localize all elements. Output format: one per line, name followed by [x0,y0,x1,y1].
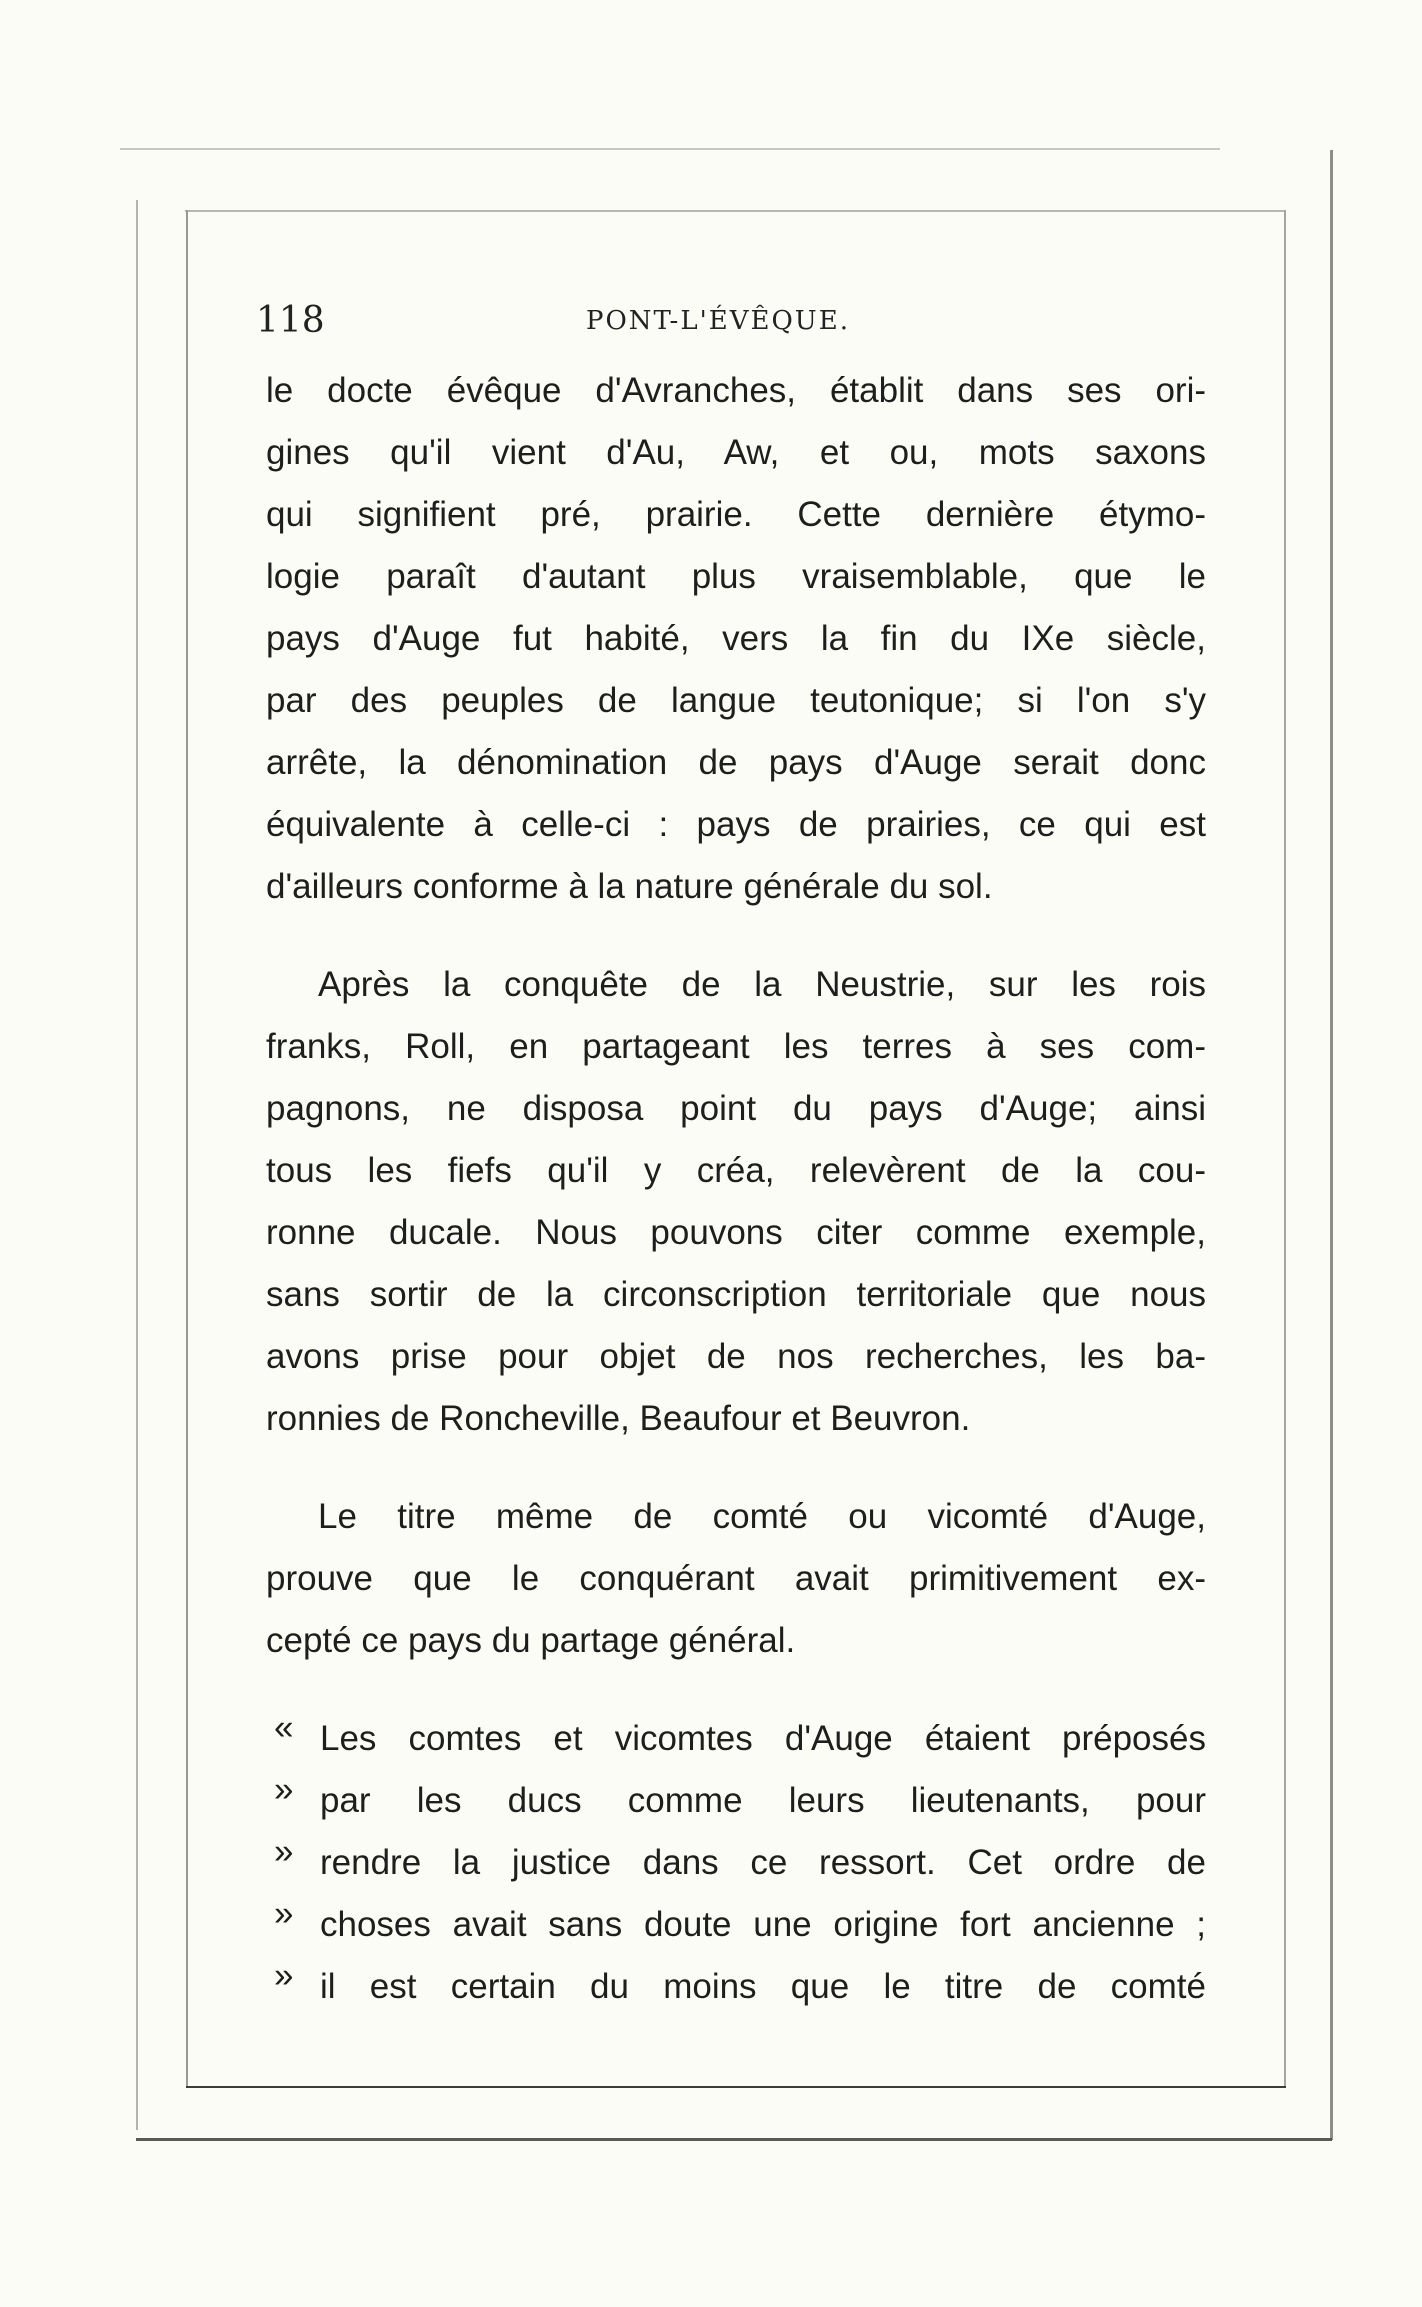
text-line: cepté ce pays du partage général. [266,1621,796,1660]
page-rule-bottom [136,2138,1332,2141]
text-line: Après la conquête de la Neustrie, sur les rois [318,965,1206,1004]
quote-mark: « [274,1708,294,1747]
text-line: logie paraît d'autant plus vraisemblable, que le [266,557,1206,596]
quote-line [266,1708,1206,1770]
frame-rule-right [1284,210,1286,2086]
page-number: 118 [256,300,325,341]
text-line: avons prise pour objet de nos recherches, les ba- [266,1337,1206,1376]
quote-line [266,1894,1206,1956]
frame-rule-top [185,210,1285,212]
text-line: franks, Roll, en partageant les terres à ses com- [266,1027,1206,1066]
text-line: sans sortir de la circonscription territoriale que nous [266,1275,1206,1314]
text-line: qui signifient pré, prairie. Cette dernière étymo- [266,495,1206,534]
paragraph-gap [266,1672,1206,1708]
quote-text: il est certain du moins que le titre de comté [320,1967,1206,2006]
text-line: arrête, la dénomination de pays d'Auge serait donc [266,743,1206,782]
text-line: pagnons, ne disposa point du pays d'Auge; ainsi [266,1089,1206,1128]
page-rule-left [136,200,138,2130]
quote-text: choses avait sans doute une origine fort ancienne ; [320,1905,1206,1944]
quote-mark: » [274,1956,294,1995]
text-line: par des peuples de langue teutonique; si l'on s'y [266,681,1206,720]
page-rule-right [1330,150,1333,2140]
quote-line [266,1770,1206,1832]
text-line: tous les fiefs qu'il y créa, relevèrent de la cou- [266,1151,1206,1190]
quote-text: Les comtes et vicomtes d'Auge étaient préposés [320,1719,1206,1758]
quote-line [266,1956,1206,2018]
paragraph-gap [266,918,1206,954]
page-header [256,300,1206,344]
text-line: d'ailleurs conforme à la nature générale du sol. [266,867,993,906]
frame-rule-bottom [186,2086,1286,2088]
quote-line [266,1832,1206,1894]
text-line: équivalente à celle-ci : pays de prairies, ce qui est [266,805,1206,844]
text-line: ronnies de Roncheville, Beaufour et Beuvron. [266,1399,971,1438]
text-line: gines qu'il vient d'Au, Aw, et ou, mots saxons [266,433,1206,472]
text-line: prouve que le conquérant avait primitivement ex- [266,1559,1206,1598]
quote-mark: » [274,1770,294,1809]
text-line: pays d'Auge fut habité, vers la fin du IXe siècle, [266,619,1206,658]
text-line: ronne ducale. Nous pouvons citer comme exemple, [266,1213,1206,1252]
page-rule-top [120,148,1220,150]
quote-mark: » [274,1832,294,1871]
frame-rule-left [186,210,188,2086]
paragraph-gap [266,1450,1206,1486]
quote-mark: » [274,1894,294,1933]
body-text [266,360,1206,2018]
quote-text: rendre la justice dans ce ressort. Cet ordre de [320,1843,1206,1882]
text-line: le docte évêque d'Avranches, établit dans ses ori- [266,371,1206,410]
quote-text: par les ducs comme leurs lieutenants, pour [320,1781,1206,1820]
running-head: PONT-L'ÉVÊQUE. [586,306,850,336]
text-line: Le titre même de comté ou vicomté d'Auge, [318,1497,1206,1536]
